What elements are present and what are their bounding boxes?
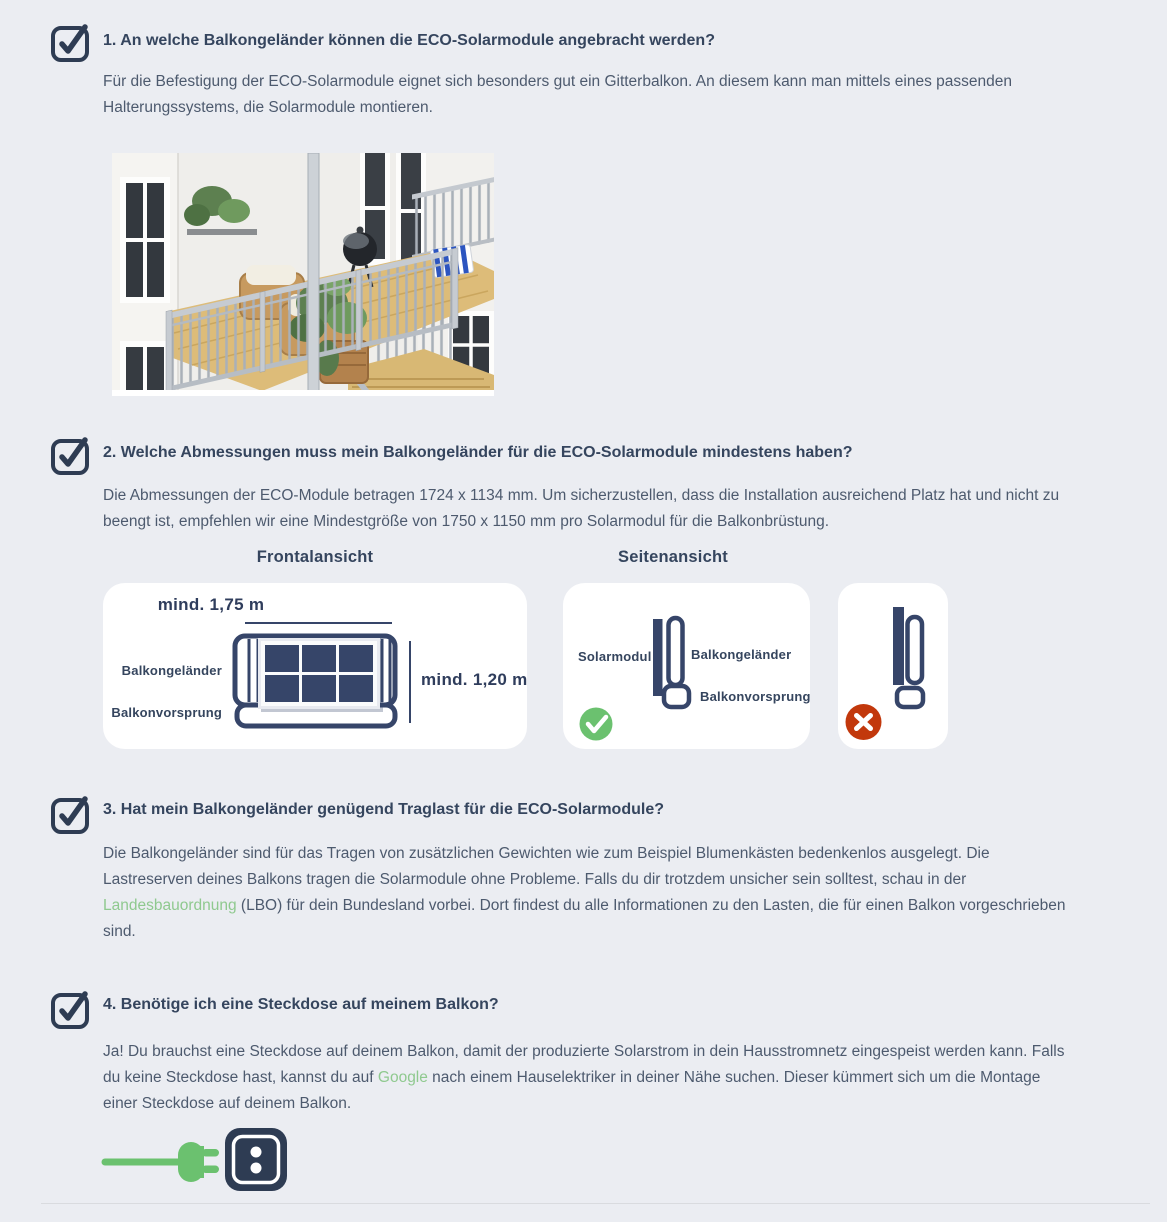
question-4-title: 4. Benötige ich eine Steckdose auf meinem Balkon? [103,996,499,1013]
question-1-title: 1. An welche Balkongeländer können die ECO-Solarmodule angebracht werden? [103,32,715,49]
checked-checkbox-icon [49,986,91,1030]
question-3-answer [103,841,1075,945]
power-plug-icon [105,1142,219,1182]
side-view-correct-diagram [563,583,810,749]
min-height-label: mind. 1,20 m [421,670,528,689]
check-circle-icon [580,708,613,741]
side-view-incorrect-card [838,583,948,749]
answer-text: Ja! Du brauchst eine Steckdose auf deinem Balkon, damit der produzierte Solarstrom in dein Hausstromnetz eingespeist werden kann. Falls du keine Steckdose hast, kannst du auf [103,1043,1065,1086]
question-3-title: 3. Hat mein Balkongeländer genügend Traglast für die ECO-Solarmodule? [103,801,664,818]
railing-label: Balkongeländer [691,647,792,662]
railing-label: Balkongeländer [121,663,222,678]
side-view-title: Seitenansicht [618,548,728,566]
ledge-label: Balkonvorsprung [700,689,811,704]
bottom-divider [41,1203,1150,1204]
checked-checkbox-icon [49,19,91,63]
ledge-label: Balkonvorsprung [111,705,222,720]
module-label: Solarmodul [578,649,652,664]
answer-text: nach einem Hauselektriker in deiner Nähe suchen. Dieser kümmert sich um die Montage einer Steckdose auf deinem Balkon. [103,1069,1041,1112]
answer-text: Die Balkongeländer sind für das Tragen von zusätzlichen Gewichten wie zum Beispiel Blumenkästen bedenkenlos ausgelegt. Die Lastreserven deines Balkons tragen die Solarmodule ohne Probleme. Falls du dir trotzdem unsicher sein solltest, schau in der [103,845,990,888]
min-width-label: mind. 1,75 m [157,595,265,614]
question-4-answer [103,1039,1075,1117]
checked-checkbox-icon [49,432,91,476]
google-link[interactable]: Google [377,1069,428,1086]
frontal-view-title: Frontalansicht [256,548,374,566]
frontal-view-card [103,583,527,749]
balcony-photo [112,153,494,396]
question-2-answer: Die Abmessungen der ECO-Module betragen 1724 x 1134 mm. Um sicherzustellen, dass die Installation ausreichend Platz hat und nicht zu beengt ist, empfehlen wir eine Mindestgröße von 1750 x 1150 mm pro Solarmodul für die Balkonbrüstung. [103,487,1060,530]
checked-checkbox-icon [49,791,91,835]
side-view-correct-card [563,583,810,749]
landesbauordnung-link[interactable]: Landesbauordnung [103,897,237,914]
plug-socket-illustration [100,1126,300,1196]
question-2-title: 2. Welche Abmessungen muss mein Balkongeländer für die ECO-Solarmodule mindestens haben? [103,444,853,461]
answer-text: (LBO) für dein Bundesland vorbei. Dort findest du alle Informationen zu den Lasten, die für einen Balkon vorgeschrieben sind. [103,897,1066,940]
side-view-incorrect-diagram [838,583,948,749]
power-socket-icon [225,1128,287,1191]
question-1-answer: Für die Befestigung der ECO-Solarmodule eignet sich besonders gut ein Gitterbalkon. An diesem kann man mittels eines passenden Halterungssystems, die Solarmodule montieren. [103,73,1012,116]
